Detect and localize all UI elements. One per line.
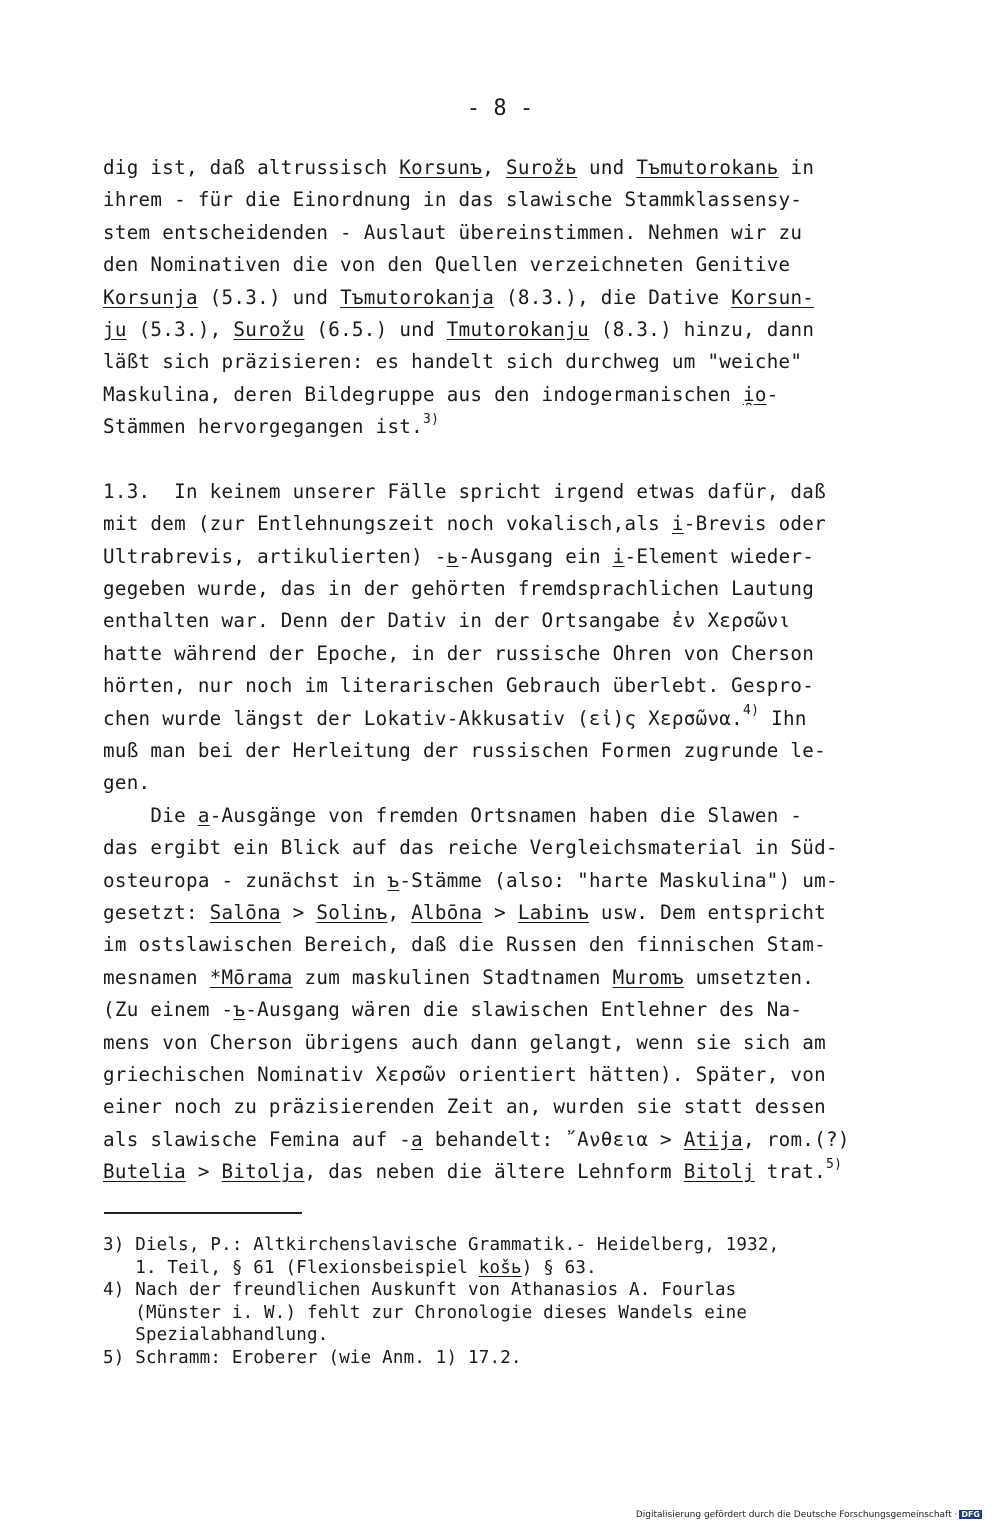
text-line: osteuropa - zunächst in ъ-Stämme (also: "harte Maskulina") um- [103, 868, 838, 892]
term: Korsunja [103, 285, 198, 309]
footnote: (Münster i. W.) fehlt zur Chronologie dieses Wandels eine [103, 1302, 748, 1323]
term: ju [103, 317, 127, 341]
text-line: hörten, nur noch im literarischen Gebrauch überlebt. Gespro- [103, 674, 815, 698]
term: Atija [683, 1127, 744, 1151]
term: i̯o [743, 382, 767, 406]
term: Bitolj [683, 1160, 755, 1184]
footnote-divider [104, 1212, 302, 1214]
term: Muromъ [612, 965, 684, 989]
footnotes [103, 1234, 923, 1369]
term: Labinъ [517, 900, 590, 924]
text-line: ihrem - für die Einordnung in das slawische Stammklassensy- [103, 188, 803, 212]
text-line: als slawische Femina auf -a behandelt: ῎Ανθεια > Atija, rom.(?) [103, 1127, 850, 1151]
text-line: das ergibt ein Blick auf das reiche Vergleichsmaterial in Süd- [103, 836, 838, 860]
text-line: Maskulina, deren Bildegruppe aus den indogermanischen i̯o- [103, 382, 779, 406]
term: a [197, 803, 210, 827]
dfg-logo: DFG [961, 1510, 980, 1519]
text-line: hatte während der Epoche, in der russische Ohren von Cherson [103, 641, 815, 665]
footnote: 4) Nach der freundlichen Auskunft von Athanasios A. Fourlas [103, 1280, 737, 1300]
text-line: (Zu einem -ъ-Ausgang wären die slawischen Entlehner des Na- [103, 998, 803, 1022]
text-line: Butelia > Bitolja, das neben die ältere Lehnform Bitolj trat.$^{5)}$ [103, 1156, 843, 1184]
text-line: dig ist, daß altrussisch Korsunъ, Surožь und Tъmutorokanь in [103, 156, 815, 179]
term: Surožь [505, 156, 578, 179]
body-text [103, 152, 903, 1189]
term: a [411, 1127, 424, 1151]
page-number: - 8 - [466, 96, 534, 121]
term: i [671, 512, 684, 536]
term: Tъmutorokanь [636, 156, 779, 179]
term: *Mōrama [209, 965, 293, 989]
footnote-ref: 5) [826, 1156, 843, 1172]
text-line: gegeben wurde, das in der gehörten fremdsprachlichen Lautung [103, 577, 815, 601]
footnote: 5) Schramm: Eroberer (wie Anm. 1) 17.2. [103, 1347, 522, 1368]
term: Butelia [103, 1160, 186, 1184]
term: ъ [387, 868, 400, 892]
footnote-ref: 3) [423, 411, 440, 427]
text-line: im ostslawischen Bereich, daß die Russen den finnischen Stam- [103, 933, 826, 957]
term: Solinъ [316, 900, 388, 924]
term: i [612, 544, 625, 568]
text-line: 1.3. In keinem unserer Fälle spricht irgend etwas dafür, daß [103, 479, 826, 503]
term: Korsunъ [399, 156, 483, 179]
text-line: Korsunja (5.3.) und Tъmutorokanja (8.3.), die Dative Korsun- [103, 285, 815, 309]
term: Albōna [411, 900, 483, 924]
text-line: muß man bei der Herleitung der russischen Formen zugrunde le- [103, 739, 826, 763]
digitization-credit: Digitalisierung gefördert durch die Deutsche Forschungsgemeinschaft · DFG [635, 1510, 980, 1520]
term: ь [446, 544, 459, 568]
text-line: chen wurde längst der Lokativ-Akkusativ (εἰ)ς Χερσῶνα.$^{4)}$ Ihn [103, 703, 807, 730]
footnote: 3) Diels, P.: Altkirchenslavische Grammatik.- Heidelberg, 1932, [103, 1235, 780, 1255]
text-line: mens von Cherson übrigens auch dann gelangt, wenn sie sich am [103, 1030, 826, 1054]
text-line: den Nominativen die von den Quellen verzeichneten Genitive [103, 253, 791, 277]
footnote: 1. Teil, § 61 (Flexionsbeispiel košь) § 63. [103, 1257, 597, 1278]
text-line: läßt sich präzisieren: es handelt sich durchweg um "weiche" [103, 350, 803, 374]
term: ъ [233, 998, 246, 1022]
term: Tъmutorokanja [340, 285, 495, 309]
text-line: mesnamen *Mōrama zum maskulinen Stadtnamen Muromъ umsetzten. [103, 965, 815, 989]
text-line: einer noch zu präzisierenden Zeit an, wurden sie statt dessen [103, 1095, 826, 1119]
text-line: griechischen Nominativ Χερσῶν orientiert hätten). Später, von [103, 1062, 826, 1086]
text-line: enthalten war. Denn der Dativ in der Ortsangabe ἐν Χερσῶνι [103, 609, 791, 633]
term: Tmutorokanju [446, 317, 589, 341]
term: Korsun- [731, 285, 815, 309]
text-line: mit dem (zur Entlehnungszeit noch vokalisch,als i-Brevis oder [103, 512, 826, 536]
text-line: gen. [103, 771, 151, 795]
text-line: stem entscheidenden - Auslaut übereinstimmen. Nehmen wir zu [103, 220, 803, 244]
text-line: Ultrabrevis, artikulierten) -ь-Ausgang ein i-Element wieder- [103, 544, 815, 568]
term: Surožu [233, 317, 305, 341]
term: košь [478, 1257, 522, 1278]
text-line: Stämmen hervorgegangen ist.$^{3)}$ [103, 411, 440, 439]
footnote: Spezialabhandlung. [103, 1325, 329, 1345]
text-line: Die a-Ausgänge von fremden Ortsnamen haben die Slawen - [103, 803, 803, 827]
text-line: ju (5.3.), Surožu (6.5.) und Tmutorokanju (8.3.) hinzu, dann [103, 317, 815, 341]
footnote-ref: 4) [743, 703, 760, 719]
text-line: gesetzt: Salōna > Solinъ, Albōna > Labinъ usw. Dem entspricht [103, 900, 827, 924]
term: Bitolja [221, 1160, 305, 1184]
term: Salōna [209, 900, 281, 924]
